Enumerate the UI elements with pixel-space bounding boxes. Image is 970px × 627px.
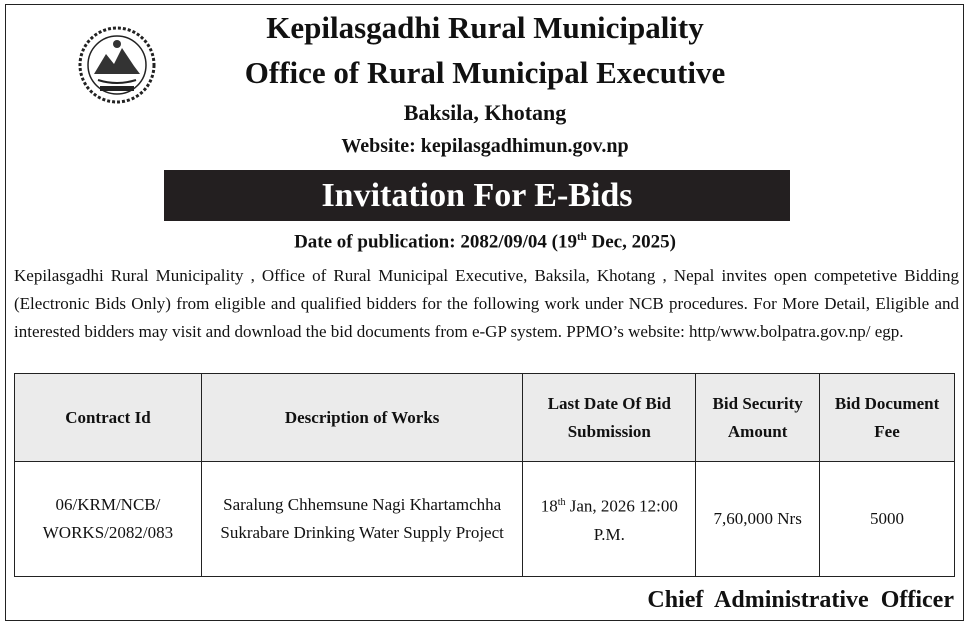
header-document-fee: Bid Document Fee — [820, 374, 955, 462]
office-location: Baksila, Khotang — [403, 100, 567, 125]
header-contract-id: Contract Id — [15, 374, 202, 462]
website-text: Website: kepilasgadhimun.gov.np — [341, 135, 629, 157]
cell-last-date: 18th Jan, 2026 12:00 P.M. — [523, 462, 696, 577]
bid-table — [14, 373, 955, 577]
header-bid-security: Bid Security Amount — [696, 374, 820, 462]
table-header-row — [15, 374, 955, 462]
office-name: Office of Rural Municipal Executive — [244, 55, 726, 90]
cell-bid-security: 7,60,000 Nrs — [696, 462, 820, 577]
publication-date: Date of publication: 2082/09/04 (19th Dec, 2025) — [294, 231, 676, 253]
cell-description: Saralung Chhemsune Nagi Khartamchha Sukrabare Drinking Water Supply Project — [201, 462, 523, 577]
cell-document-fee: 5000 — [820, 462, 955, 577]
table-row — [15, 462, 955, 577]
cell-contract-id: 06/KRM/NCB/ WORKS/2082/083 — [15, 462, 202, 577]
header-description: Description of Works — [201, 374, 523, 462]
notice-title-banner: Invitation For E-Bids — [164, 170, 790, 221]
municipality-name: Kepilasgadhi Rural Municipality — [266, 10, 704, 45]
signatory-title: Chief Administrative Officer — [647, 587, 954, 613]
notice-paragraph: Kepilasgadhi Rural Municipality , Office of Rural Municipal Executive, Baksila, Khotang , Nepal invites open competetive Bidding (Electronic Bids Only) from eligible and qualified bidders for the following work under NCB procedures. For More Detail, Eligible and interested bidders may visit and download the bid documents from e-GP system. PPMO’s website: http/www.bolpatra.gov.np/ egp. — [14, 266, 959, 341]
header-last-date: Last Date Of Bid Submission — [523, 374, 696, 462]
